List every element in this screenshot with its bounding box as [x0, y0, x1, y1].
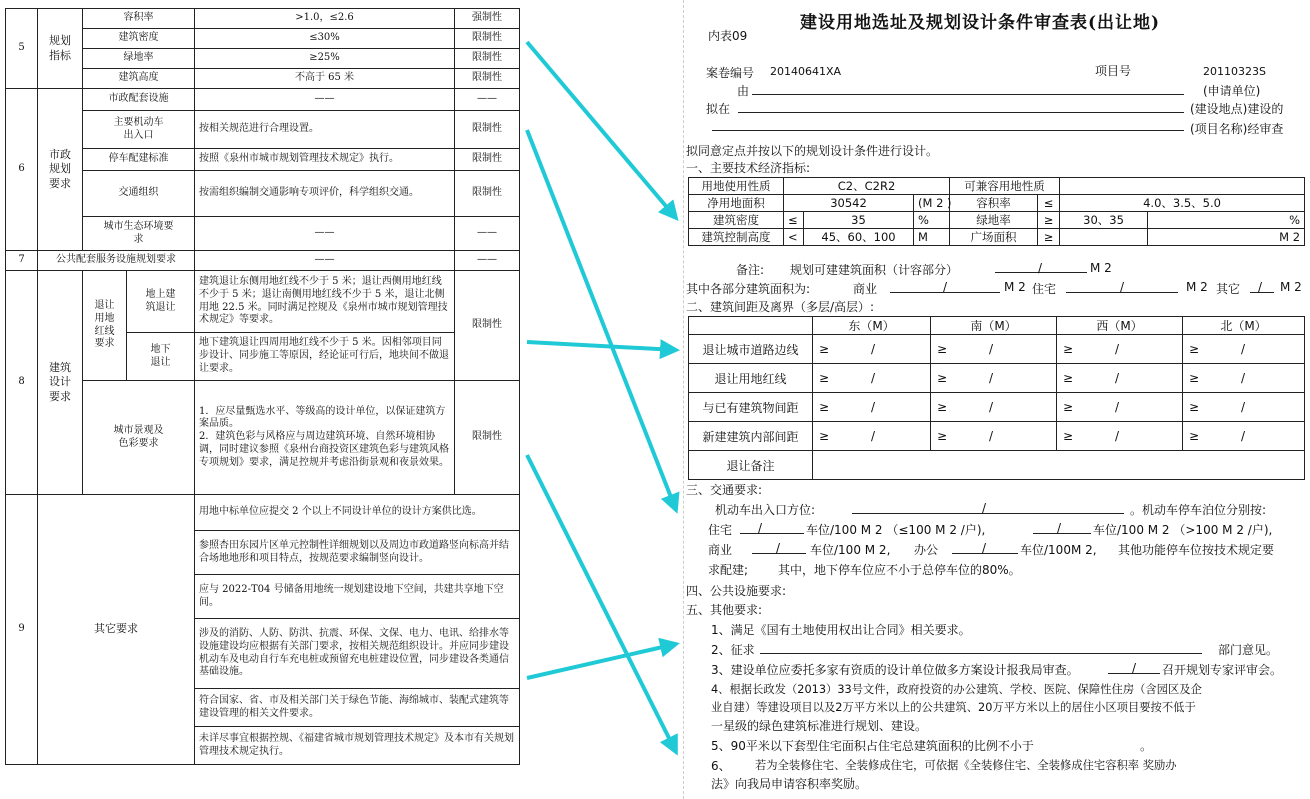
compatible-use-value [1060, 178, 1305, 195]
item-value: 不高于 65 米 [195, 69, 455, 89]
gte-sign: ≥ [1189, 429, 1200, 443]
other-2: 2、征求 [711, 643, 755, 657]
slash: / [1115, 371, 1120, 385]
gte-sign: ≥ [819, 400, 830, 414]
slash: / [871, 429, 876, 443]
height-unit: M [914, 229, 950, 246]
setback-cell [813, 422, 931, 451]
above-ground-text: 建筑退让东侧用地红线不少于 5 米；退让西侧用地红线不少于 5 米；退让南侧用地红线不少于 5 米，退让北侧用地 22.5 米。同时满足控规及《泉州市城市规划管理技术规定》等要求。 [195, 271, 455, 333]
gte-sign: ≥ [937, 429, 948, 443]
category-label [38, 9, 83, 89]
setback-cell [1057, 422, 1183, 451]
height-label: 建筑控制高度 [689, 229, 784, 246]
section-3-heading: 三、交通要求: [686, 483, 763, 497]
section-4-heading: 四、公共设施要求: [686, 584, 787, 598]
note-label: 备注: [736, 263, 765, 277]
nizai-label: 拟在 [706, 102, 731, 116]
item-name: 建筑高度 [83, 69, 195, 89]
other-1: 1、满足《国有土地使用权出让合同》相关要求。 [711, 623, 971, 637]
setback-table [688, 316, 1305, 480]
indicators-table [688, 177, 1305, 246]
applicant-line [752, 81, 1184, 95]
res-line-a [740, 520, 804, 534]
biz-rate: 车位/100 M 2, [810, 543, 891, 557]
setback-head-blank [689, 317, 813, 335]
office-rate: 车位/100M 2, [1020, 543, 1097, 557]
height-value: 45、60、100 [804, 229, 914, 246]
landscape-label-text: 城市景观及 色彩要求 [113, 424, 164, 449]
project-line [712, 117, 1184, 131]
row-number: 5 [6, 9, 38, 89]
slash: / [1115, 342, 1120, 356]
item-name: 公共配套服务设施规划要求 [38, 251, 195, 271]
slash: / [871, 400, 876, 414]
other-req-item: 用地中标单位应提交 2 个以上不同设计单位的设计方案供比选。 [195, 495, 520, 531]
setback-row-label: 与已有建筑物间距 [689, 393, 813, 422]
setback-cell [813, 335, 931, 364]
item-value: >1.0，≤2.6 [195, 9, 455, 29]
other-5: 5、90平米以下套型住宅面积占住宅总建筑面积的比例不小于 [711, 739, 1034, 753]
applicant-suffix: (申请单位) [1203, 84, 1261, 98]
category-label [38, 89, 83, 251]
height-op: < [784, 229, 804, 246]
green-label: 绿地率 [950, 212, 1038, 229]
case-label: 案卷编号 [706, 66, 755, 80]
landscape-label [83, 381, 195, 495]
parts-other-val: / [1258, 280, 1263, 294]
gte-sign: ≥ [819, 371, 830, 385]
slash: / [1241, 400, 1246, 414]
item-name [83, 111, 195, 149]
green-op: ≥ [1038, 212, 1060, 229]
gte-sign: ≥ [1189, 400, 1200, 414]
below-ground-text: 地下建筑退让四周用地红线不少于 5 米。因相邻项目同步设计、同步施工等原因，经论证可行后，地块间不做退让要求。 [195, 333, 455, 381]
office-label: 办公 [914, 543, 939, 557]
other-6-num: 6、 [711, 759, 731, 773]
compatible-use-label: 可兼容用地性质 [950, 178, 1060, 195]
other-4: 4、根据长政发（2013）33号文件，政府投资的办公建筑、学校、医院、保障性住房（含园区及企 [711, 683, 1202, 696]
setback-cell [931, 335, 1057, 364]
other-req-item: 未详尽事宜根据控规、《福建省城市规划管理技术规定》及本市有关规划管理技术规定执行。 [195, 727, 520, 765]
section-5-heading: 五、其他要求: [686, 603, 763, 617]
landscape-text [195, 381, 455, 495]
cat-text: 市政 规划 要求 [49, 148, 71, 190]
net-area-value: 30542 [784, 195, 914, 212]
other-req-item: 符合国家、省、市及相关部门关于绿色节能、海绵城市、装配式建筑等建设管理的相关文件要求。 [195, 689, 520, 727]
setback-row-label: 退让用地红线 [689, 364, 813, 393]
project-suffix: (项目名称)经审查 [1190, 122, 1284, 136]
parts-m2a: M 2 [1004, 280, 1026, 294]
item-value: —— [195, 217, 455, 251]
plaza-value [1060, 229, 1148, 246]
setback-cell [1183, 335, 1305, 364]
item-type: 限制性 [455, 29, 520, 49]
category-label [38, 271, 83, 495]
land-use-label: 用地使用性质 [689, 178, 784, 195]
setback-note-label: 退让备注 [689, 451, 813, 480]
other-4c: 一星级的绿色建筑标准进行规划、建设。 [711, 719, 928, 733]
item-type: 限制性 [455, 149, 520, 171]
slash: / [989, 371, 994, 385]
plaza-label: 广场面积 [950, 229, 1038, 246]
item-type: 限制性 [455, 381, 520, 495]
item-type: —— [455, 251, 520, 271]
below-text: 地下 退让 [150, 343, 171, 368]
office-slash: / [982, 541, 987, 555]
setback-note-value [813, 451, 1305, 480]
parts-biz: 商业 [853, 282, 878, 296]
other-6c: 法》向我局申请容积率奖励。 [711, 777, 868, 791]
site-suffix: (建设地点)建设的 [1190, 102, 1284, 116]
density-label: 建筑密度 [689, 212, 784, 229]
other-3: 3、建设单位应委托多家有资质的设计单位做多方案设计报我局审查。 [711, 663, 1079, 677]
item-type: 强制性 [455, 9, 520, 29]
vehicle-parking-text: 。机动车停车泊位分别按: [1130, 503, 1267, 517]
far-value: 4.0、3.5、5.0 [1060, 195, 1305, 212]
row-number: 6 [6, 89, 38, 251]
setback-head-north: 北（M） [1183, 317, 1305, 335]
gte-sign: ≥ [819, 429, 830, 443]
gte-sign: ≥ [937, 342, 948, 356]
parts-biz-val: / [943, 280, 948, 294]
item-name: 停车配建标准 [83, 149, 195, 171]
net-area-label: 净用地面积 [689, 195, 784, 212]
gte-sign: ≥ [1063, 371, 1074, 385]
note-unit: M 2 [1090, 261, 1112, 275]
other-2-line [760, 640, 1202, 654]
slash: / [1115, 429, 1120, 443]
res-line-b [1033, 520, 1091, 534]
biz-label: 商业 [708, 543, 733, 557]
setback-cell [1057, 393, 1183, 422]
setback-head-south: 南（M） [931, 317, 1057, 335]
slash: / [989, 429, 994, 443]
setback-row-label: 退让城市道路边线 [689, 335, 813, 364]
vehicle-entry-line [852, 500, 1124, 514]
item-name: 建筑密度 [83, 29, 195, 49]
form-title: 建设用地选址及规划设计条件审查表(出让地) [800, 13, 1161, 33]
above-ground-label [127, 271, 195, 333]
gte-sign: ≥ [1063, 400, 1074, 414]
landscape-body: 1．应尽量甄选水平、等级高的设计单位，以保证建筑方案品质。 2．建筑色彩与风格应与周边建筑环境、自然环境相协调，同时建议参照《泉州台商投资区建筑色彩与建筑风格专项规划》要求，满足控规并考虑沿街景观和夜景效果。 [199, 405, 449, 468]
setback-row-label: 新建建筑内部间距 [689, 422, 813, 451]
gte-sign: ≥ [1189, 342, 1200, 356]
project-label: 项目号 [1095, 64, 1132, 78]
slash: / [1241, 371, 1246, 385]
item-value: 按相关规范进行合理设置。 [195, 111, 455, 149]
slash: / [1115, 400, 1120, 414]
item-type: 限制性 [455, 171, 520, 217]
cat-text: 建筑 设计 要求 [49, 361, 71, 403]
item-name [83, 217, 195, 251]
agree-text: 拟同意定点并按以下的规划设计条件进行设计。 [686, 144, 939, 158]
other-req-item: 涉及的消防、人防、防洪、抗震、环保、文保、电力、电讯、给排水等设施建设均应根据有关部门要求，按相关规范组织设计。并应同步建设机动车及电动自行车充电桩或预留充电桩建设位置，同步建设各类通信基础设施。 [195, 619, 520, 689]
far-label: 容积率 [950, 195, 1038, 212]
row-number: 8 [6, 271, 38, 495]
case-number: 20140641XA [770, 65, 842, 78]
item-type: 限制性 [455, 69, 520, 89]
biz-slash: / [776, 541, 781, 555]
row-number: 9 [6, 495, 38, 765]
slash: / [989, 342, 994, 356]
gte-sign: ≥ [1063, 429, 1074, 443]
other-3-suffix: 召开规划专家评审会。 [1162, 663, 1283, 677]
page-gap [528, 0, 683, 799]
parts-m2b: M 2 [1186, 280, 1208, 294]
setback-cell [931, 422, 1057, 451]
setback-text: 退让 用地 红线 要求 [94, 299, 115, 350]
item-value: ≥25% [195, 49, 455, 69]
parts-m2c: M 2 [1280, 280, 1302, 294]
green-value: 30、35 [1060, 212, 1148, 229]
far-op: ≤ [1038, 195, 1060, 212]
site-line [738, 99, 1184, 113]
density-op: ≤ [784, 212, 804, 229]
setback-cell [813, 393, 931, 422]
slash: / [1241, 429, 1246, 443]
project-number: 20110323S [1203, 65, 1266, 78]
parts-res-val: / [1120, 280, 1125, 294]
item-value: 按需组织编制交通影响专项评价，科学组织交通。 [195, 171, 455, 217]
gte-sign: ≥ [937, 400, 948, 414]
item-value: ≤30% [195, 29, 455, 49]
req-label: 求配建; [708, 563, 749, 577]
setback-cell [1057, 364, 1183, 393]
item-name: 交通组织 [83, 171, 195, 217]
setback-head-west: 西（M） [1057, 317, 1183, 335]
item-name: 容积率 [83, 9, 195, 29]
setback-cell [931, 393, 1057, 422]
setback-label [83, 271, 127, 381]
item-name-text: 城市生态环境要 求 [103, 220, 174, 245]
item-value: —— [195, 89, 455, 111]
below-ground-label [127, 333, 195, 381]
other-4b: 业自建）等建设项目以及2万平方米以上的公共建筑、20万平方米以上的居住小区项目要按不低于 [711, 701, 1196, 714]
item-name-text: 主要机动车 出入口 [113, 116, 164, 141]
slash: / [871, 371, 876, 385]
slash: / [1241, 342, 1246, 356]
gte-sign: ≥ [819, 342, 830, 356]
above-text: 地上建 筑退让 [145, 288, 176, 313]
you-label: 由 [737, 84, 750, 98]
parts-res: 住宅 [1032, 282, 1057, 296]
parts-other: 其它 [1216, 282, 1241, 296]
other-6: 若为全装修住宅、全装修成住宅，可依据《全装修住宅、全装修成住宅容积率 奖励办 [755, 759, 1177, 772]
item-value: —— [195, 251, 455, 271]
other-req-item: 应与 2022-T04 号储备用地统一规划建设地下空间，共建共享地下空间。 [195, 575, 520, 619]
vehicle-entry-value: / [982, 501, 987, 515]
setback-cell [1183, 422, 1305, 451]
net-area-unit: (M 2 ) [914, 195, 950, 212]
gte-sign: ≥ [937, 371, 948, 385]
plaza-op: ≥ [1038, 229, 1060, 246]
setback-head-east: 东（M） [813, 317, 931, 335]
green-unit: % [1148, 212, 1305, 229]
item-type: 限制性 [455, 49, 520, 69]
item-type: —— [455, 89, 520, 111]
setback-cell [1183, 364, 1305, 393]
setback-cell [931, 364, 1057, 393]
item-value: 按照《泉州市城市规划管理技术规定》执行。 [195, 149, 455, 171]
other-req-item: 参照杏田东园片区单元控制性详细规划以及周边市政道路竖向标高并结合场地地形和项目特点，按规范要求编制竖向设计。 [195, 531, 520, 575]
planning-conditions-table [5, 8, 520, 765]
vehicle-entry-label: 机动车出入口方位: [715, 503, 816, 517]
other-3-slash: / [1132, 661, 1137, 675]
res-rate-a: 车位/100 M 2 （≤100 M 2 /户), [806, 523, 986, 537]
setback-cell [813, 364, 931, 393]
section-1-heading: 一、主要技术经济指标: [686, 161, 811, 175]
item-type: 限制性 [455, 111, 520, 149]
note-value: / [1038, 261, 1043, 275]
res-rate-b: 车位/100 M 2 （>100 M 2 /户), [1093, 523, 1273, 537]
plaza-unit: M 2 [1148, 229, 1305, 246]
note-text: 规划可建建筑面积（计容部分） [790, 263, 959, 277]
item-name: 市政配套设施 [83, 89, 195, 111]
setback-cell [1057, 335, 1183, 364]
slash: / [871, 342, 876, 356]
res-slash-b: / [1057, 521, 1062, 535]
res-slash-a: / [758, 521, 763, 535]
cat-text: 规划 指标 [49, 34, 71, 62]
land-use-value: C2、C2R2 [784, 178, 950, 195]
row-number: 7 [6, 251, 38, 271]
other-rate: 其他功能停车位按技术规定要 [1118, 543, 1275, 557]
other-5-suffix: 。 [1140, 739, 1153, 753]
other-req-label: 其它要求 [38, 495, 195, 765]
item-type: —— [455, 217, 520, 251]
item-name: 绿地率 [83, 49, 195, 69]
density-value: 35 [804, 212, 914, 229]
density-unit: % [914, 212, 950, 229]
section-2-heading: 二、建筑间距及离界（多层/高层）: [686, 300, 875, 314]
slash: / [989, 400, 994, 414]
setback-cell [1183, 393, 1305, 422]
res-label: 住宅 [708, 523, 733, 537]
gte-sign: ≥ [1063, 342, 1074, 356]
item-type: 限制性 [455, 271, 520, 381]
gte-sign: ≥ [1189, 371, 1200, 385]
parts-label: 其中各部分建筑面积为: [686, 282, 811, 296]
form-number: 内表09 [708, 29, 748, 43]
other-2-suffix: 部门意见。 [1218, 643, 1279, 657]
req-underground: 其中，地下停车位应不小于总停车位的80%。 [778, 563, 1021, 577]
